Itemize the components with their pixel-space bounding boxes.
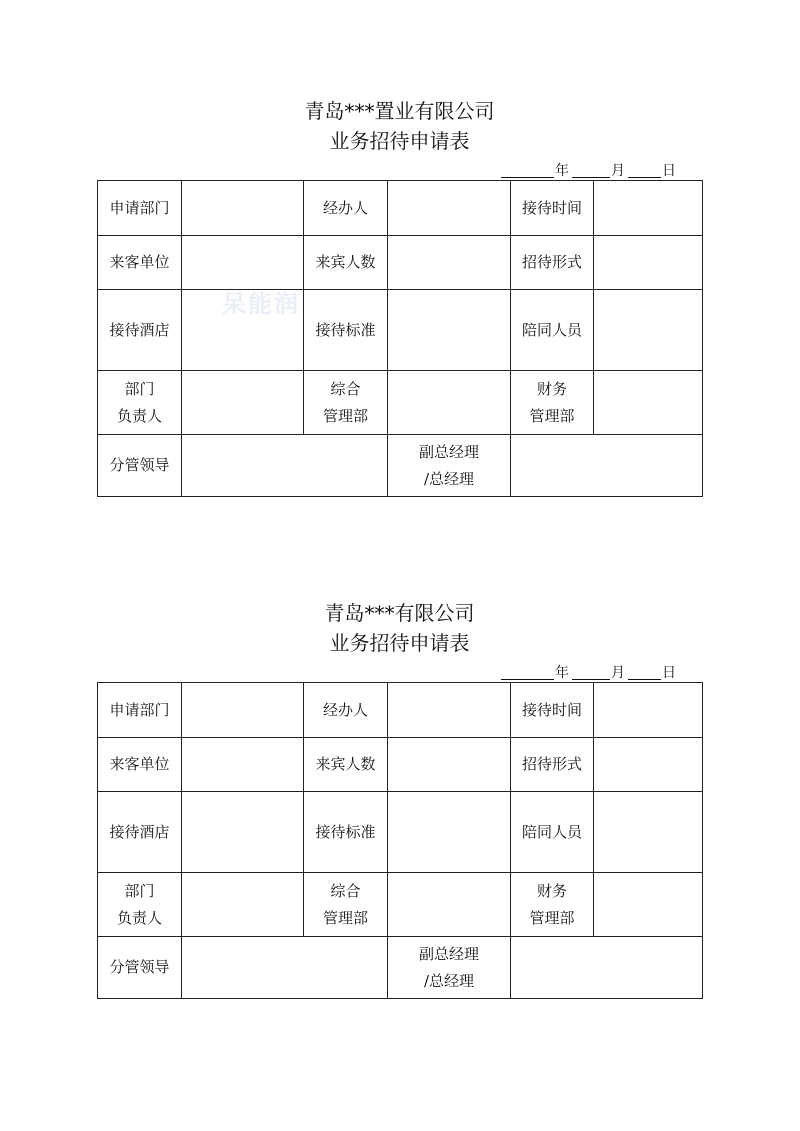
reception-time-value-cell[interactable]	[594, 181, 703, 236]
application-form-2	[97, 598, 702, 999]
label-cell: 接待酒店	[98, 792, 182, 873]
company-name: 青岛***置业有限公司	[304, 99, 495, 123]
hotel-value-cell[interactable]	[182, 792, 304, 873]
label-line: /总经理	[423, 971, 475, 990]
form-subtitle: 业务招待申请表	[329, 129, 470, 153]
label-cell: 招待形式	[511, 738, 594, 792]
label-line: /总经理	[423, 469, 475, 488]
finance-value-cell[interactable]	[594, 873, 703, 937]
company-name: 青岛***有限公司	[324, 601, 475, 625]
guest-count-value-cell[interactable]	[388, 236, 511, 290]
companions-value-cell[interactable]	[594, 792, 703, 873]
table-row	[98, 181, 703, 236]
table-row	[98, 738, 703, 792]
label-line: 财务	[536, 881, 567, 900]
day-blank[interactable]	[628, 177, 661, 178]
day-blank[interactable]	[628, 679, 661, 680]
year-blank[interactable]	[501, 177, 554, 178]
handler-value-cell[interactable]	[388, 683, 511, 738]
finance-value-cell[interactable]	[594, 371, 703, 435]
month-label: 月	[611, 665, 625, 681]
form-title	[97, 598, 702, 658]
standard-value-cell[interactable]	[388, 792, 511, 873]
leader-value-cell[interactable]	[182, 937, 388, 999]
standard-value-cell[interactable]	[388, 290, 511, 371]
year-blank[interactable]	[501, 679, 554, 680]
watermark-text: 呆能润	[222, 289, 300, 318]
table-row	[98, 792, 703, 873]
application-form-1	[97, 96, 702, 497]
label-line: 管理部	[529, 406, 575, 425]
dept-value-cell[interactable]	[182, 683, 304, 738]
label-cell	[304, 873, 388, 937]
month-label: 月	[611, 163, 625, 179]
label-line: 负责人	[116, 406, 162, 425]
label-cell	[304, 371, 388, 435]
label-cell	[511, 873, 594, 937]
dept-head-value-cell[interactable]	[182, 873, 304, 937]
label-cell: 申请部门	[98, 683, 182, 738]
label-cell	[388, 435, 511, 497]
reception-form-value-cell[interactable]	[594, 738, 703, 792]
label-cell: 陪同人员	[511, 290, 594, 371]
label-cell	[511, 371, 594, 435]
guest-count-value-cell[interactable]	[388, 738, 511, 792]
guest-unit-value-cell[interactable]	[182, 236, 304, 290]
application-table	[97, 682, 703, 999]
year-label: 年	[555, 163, 569, 179]
table-row	[98, 371, 703, 435]
label-line: 负责人	[116, 908, 162, 927]
admin-value-cell[interactable]	[388, 371, 511, 435]
label-line: 财务	[536, 379, 567, 398]
reception-time-value-cell[interactable]	[594, 683, 703, 738]
label-line: 管理部	[322, 406, 368, 425]
date-line	[97, 658, 702, 682]
companions-value-cell[interactable]	[594, 290, 703, 371]
label-line: 综合	[330, 379, 361, 398]
label-line: 部门	[124, 881, 155, 900]
gm-value-cell[interactable]	[511, 435, 703, 497]
label-cell	[98, 371, 182, 435]
hotel-value-cell[interactable]	[182, 290, 304, 371]
month-blank[interactable]	[572, 679, 610, 680]
label-line: 管理部	[529, 908, 575, 927]
label-line: 副总经理	[418, 944, 479, 963]
dept-value-cell[interactable]	[182, 181, 304, 236]
form-title	[97, 96, 702, 156]
label-cell: 来宾人数	[304, 236, 388, 290]
table-row	[98, 937, 703, 999]
label-cell: 接待时间	[511, 181, 594, 236]
guest-unit-value-cell[interactable]	[182, 738, 304, 792]
label-cell: 接待酒店	[98, 290, 182, 371]
label-cell	[98, 873, 182, 937]
label-cell: 分管领导	[98, 937, 182, 999]
day-label: 日	[662, 665, 676, 681]
label-cell: 来宾人数	[304, 738, 388, 792]
day-label: 日	[662, 163, 676, 179]
table-row	[98, 236, 703, 290]
label-cell: 经办人	[304, 181, 388, 236]
form-subtitle: 业务招待申请表	[329, 631, 470, 655]
gm-value-cell[interactable]	[511, 937, 703, 999]
month-blank[interactable]	[572, 177, 610, 178]
label-cell: 陪同人员	[511, 792, 594, 873]
label-cell: 分管领导	[98, 435, 182, 497]
date-line	[97, 156, 702, 180]
table-row	[98, 290, 703, 371]
label-cell: 来客单位	[98, 738, 182, 792]
label-line: 综合	[330, 881, 361, 900]
label-cell: 招待形式	[511, 236, 594, 290]
label-line: 管理部	[322, 908, 368, 927]
label-line: 部门	[124, 379, 155, 398]
label-cell: 来客单位	[98, 236, 182, 290]
leader-value-cell[interactable]	[182, 435, 388, 497]
year-label: 年	[555, 665, 569, 681]
table-row	[98, 435, 703, 497]
label-cell: 申请部门	[98, 181, 182, 236]
label-cell: 接待标准	[304, 792, 388, 873]
handler-value-cell[interactable]	[388, 181, 511, 236]
admin-value-cell[interactable]	[388, 873, 511, 937]
label-line: 副总经理	[418, 442, 479, 461]
table-row	[98, 873, 703, 937]
table-row	[98, 683, 703, 738]
reception-form-value-cell[interactable]	[594, 236, 703, 290]
label-cell	[388, 937, 511, 999]
application-table	[97, 180, 703, 497]
label-cell: 经办人	[304, 683, 388, 738]
label-cell: 接待标准	[304, 290, 388, 371]
label-cell: 接待时间	[511, 683, 594, 738]
dept-head-value-cell[interactable]	[182, 371, 304, 435]
